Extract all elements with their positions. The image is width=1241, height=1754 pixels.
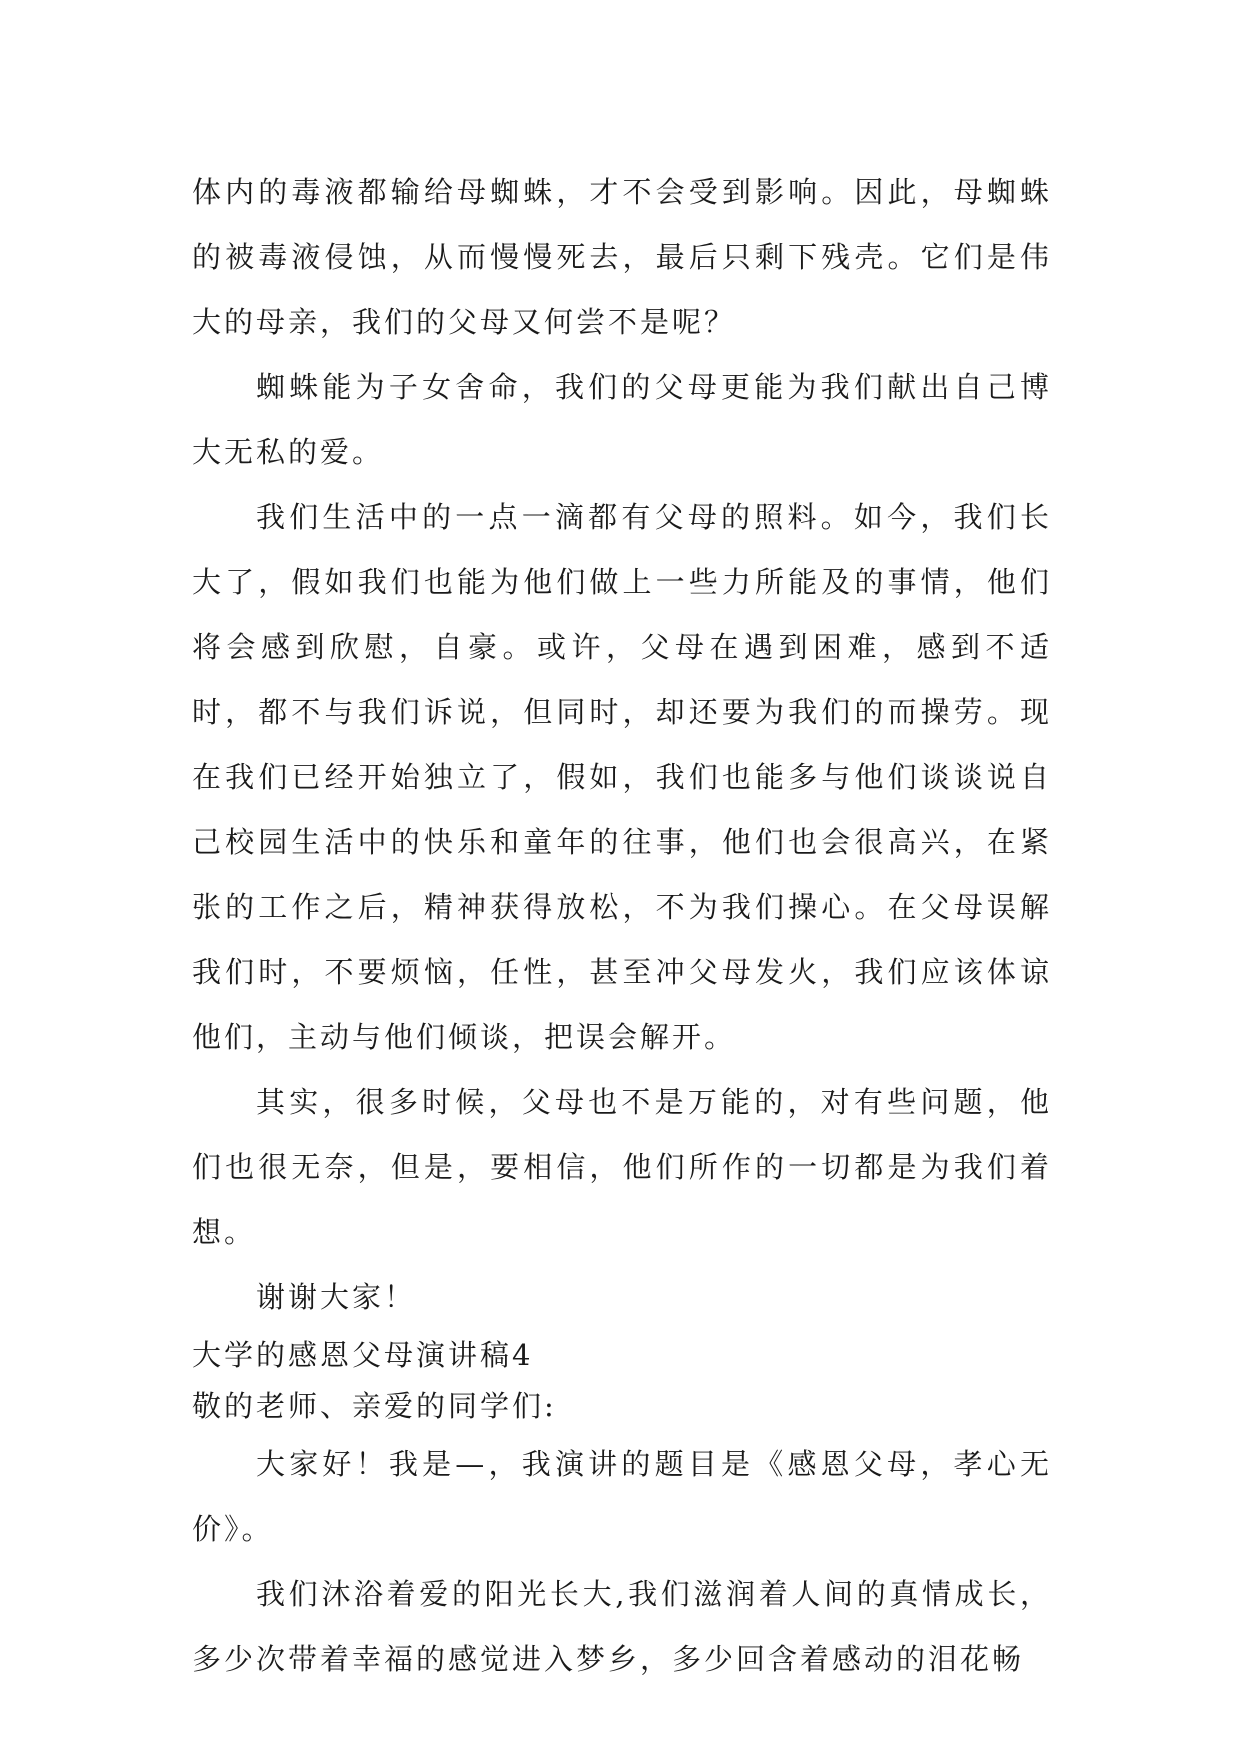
document-body (192, 160, 1052, 1692)
paragraph: 大家好！我是—，我演讲的题目是《感恩父母，孝心无价》。 (192, 1447, 1052, 1546)
salutation: 敬的老师、亲爱的同学们: (192, 1389, 557, 1423)
section-title: 大学的感恩父母演讲稿4 (192, 1338, 534, 1372)
paragraph: 其实，很多时候，父母也不是万能的，对有些问题，他们也很无奈，但是，要相信，他们所作的一切都是为我们着想。 (192, 1085, 1052, 1249)
paragraph: 蜘蛛能为子女舍命，我们的父母更能为我们献出自己博大无私的爱。 (192, 370, 1052, 469)
paragraph: 我们沐浴着爱的阳光长大,我们滋润着人间的真情成长，多少次带着幸福的感觉进入梦乡，多少回含着感动的泪花畅 (192, 1577, 1052, 1676)
closing-line: 谢谢大家！ (256, 1280, 417, 1314)
paragraph-continued: 体内的毒液都输给母蜘蛛，才不会受到影响。因此，母蜘蛛的被毒液侵蚀，从而慢慢死去，最后只剩下残壳。它们是伟大的母亲，我们的父母又何尝不是呢？ (192, 175, 1052, 339)
paragraph: 我们生活中的一点一滴都有父母的照料。如今，我们长大了，假如我们也能为他们做上一些力所能及的事情，他们将会感到欣慰，自豪。或许，父母在遇到困难，感到不适时，都不与我们诉说，但同时，却还要为我们的而操劳。现在我们已经开始独立了，假如，我们也能多与他们谈谈说自己校园生活中的快乐和童年的往事，他们也会很高兴，在紧张的工作之后，精神获得放松，不为我们操心。在父母误解我们时，不要烦恼，任性，甚至冲父母发火，我们应该体谅他们，主动与他们倾谈，把误会解开。 (192, 500, 1052, 1054)
